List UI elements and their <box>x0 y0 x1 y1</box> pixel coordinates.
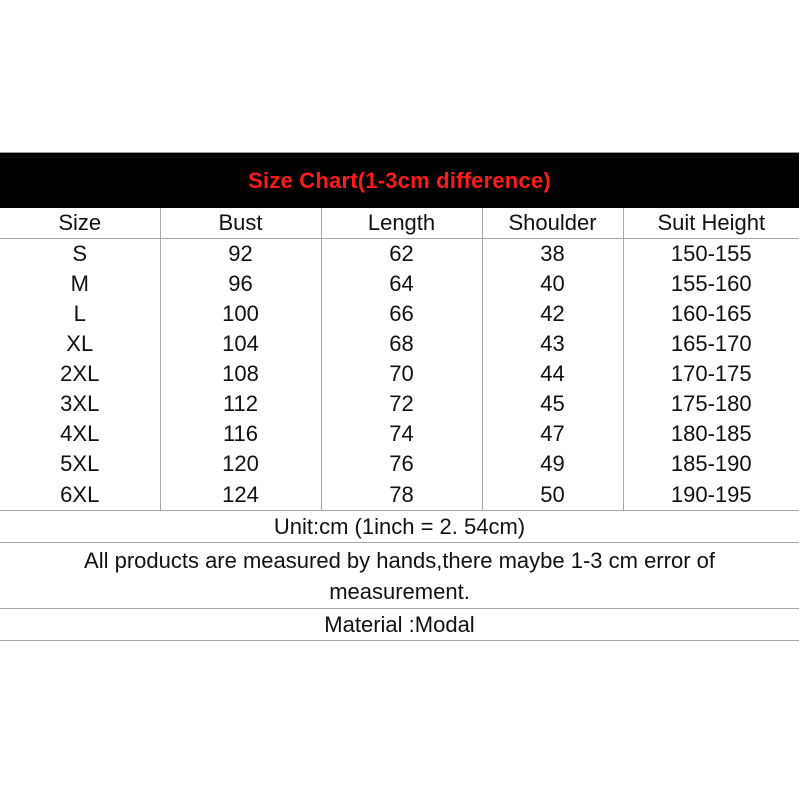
cell-length: 64 <box>321 269 482 299</box>
measurement-disclaimer <box>0 543 799 609</box>
cell-shoulder: 45 <box>482 389 623 419</box>
cell-size: 3XL <box>0 389 160 419</box>
cell-bust: 96 <box>160 269 321 299</box>
disclaimer-line: measurement. <box>329 579 470 604</box>
unit-note: Unit:cm (1inch = 2. 54cm) <box>0 511 799 543</box>
header-bust: Bust <box>160 208 321 239</box>
cell-size: 4XL <box>0 419 160 449</box>
cell-shoulder: 50 <box>482 479 623 511</box>
cell-bust: 124 <box>160 479 321 511</box>
material-note: Material :Modal <box>0 609 799 641</box>
table-row <box>0 449 799 479</box>
cell-size: M <box>0 269 160 299</box>
cell-shoulder: 40 <box>482 269 623 299</box>
cell-length: 74 <box>321 419 482 449</box>
cell-bust: 104 <box>160 329 321 359</box>
cell-length: 68 <box>321 329 482 359</box>
header-size: Size <box>0 208 160 239</box>
table-header-row <box>0 208 799 239</box>
cell-suit-height: 180-185 <box>623 419 799 449</box>
table-row <box>0 269 799 299</box>
cell-shoulder: 47 <box>482 419 623 449</box>
size-table <box>0 208 799 511</box>
chart-title: Size Chart(1-3cm difference) <box>248 167 551 193</box>
table-row <box>0 479 799 511</box>
cell-suit-height: 150-155 <box>623 239 799 270</box>
cell-size: XL <box>0 329 160 359</box>
disclaimer-line: All products are measured by hands,there maybe 1-3 cm error of <box>84 548 715 573</box>
cell-bust: 92 <box>160 239 321 270</box>
cell-bust: 120 <box>160 449 321 479</box>
cell-suit-height: 190-195 <box>623 479 799 511</box>
cell-suit-height: 170-175 <box>623 359 799 389</box>
cell-size: 5XL <box>0 449 160 479</box>
cell-shoulder: 44 <box>482 359 623 389</box>
cell-suit-height: 160-165 <box>623 299 799 329</box>
cell-length: 76 <box>321 449 482 479</box>
table-row <box>0 359 799 389</box>
table-row <box>0 239 799 270</box>
table-row <box>0 329 799 359</box>
cell-suit-height: 155-160 <box>623 269 799 299</box>
cell-bust: 116 <box>160 419 321 449</box>
cell-suit-height: 165-170 <box>623 329 799 359</box>
cell-length: 66 <box>321 299 482 329</box>
cell-bust: 100 <box>160 299 321 329</box>
header-length: Length <box>321 208 482 239</box>
cell-suit-height: 185-190 <box>623 449 799 479</box>
cell-shoulder: 49 <box>482 449 623 479</box>
cell-shoulder: 42 <box>482 299 623 329</box>
cell-size: S <box>0 239 160 270</box>
cell-bust: 108 <box>160 359 321 389</box>
cell-bust: 112 <box>160 389 321 419</box>
header-shoulder: Shoulder <box>482 208 623 239</box>
table-row <box>0 299 799 329</box>
title-bar <box>0 152 799 208</box>
cell-shoulder: 38 <box>482 239 623 270</box>
size-chart <box>0 152 799 641</box>
cell-length: 72 <box>321 389 482 419</box>
cell-size: 6XL <box>0 479 160 511</box>
cell-suit-height: 175-180 <box>623 389 799 419</box>
cell-length: 78 <box>321 479 482 511</box>
cell-size: L <box>0 299 160 329</box>
cell-shoulder: 43 <box>482 329 623 359</box>
header-suit-height: Suit Height <box>623 208 799 239</box>
cell-size: 2XL <box>0 359 160 389</box>
table-row <box>0 389 799 419</box>
table-row <box>0 419 799 449</box>
cell-length: 70 <box>321 359 482 389</box>
cell-length: 62 <box>321 239 482 270</box>
